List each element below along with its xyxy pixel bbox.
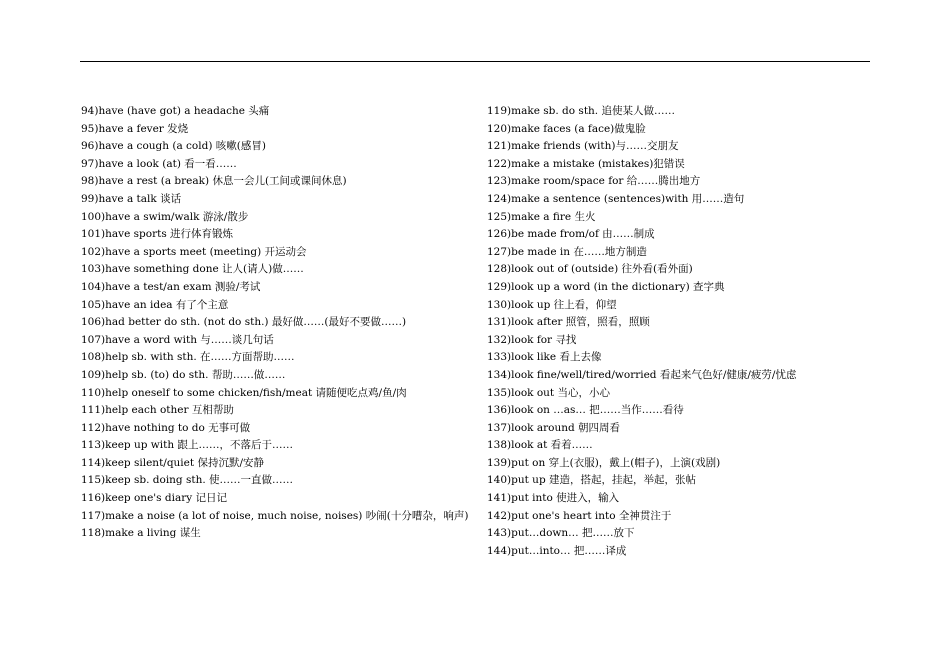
list-item: 110)help oneself to some chicken/fish/meat 请随便吃点鸡/鱼/肉: [81, 386, 407, 399]
list-item: 141)put into 使进入，输入: [487, 492, 620, 505]
left-column: [81, 103, 471, 543]
list-item: 118)make a living 谋生: [81, 527, 201, 540]
list-item: 114)keep silent/quiet 保持沉默/安静: [81, 456, 264, 469]
list-item: 98)have a rest (a break) 休息一会儿(工间或课间休息): [81, 175, 347, 188]
list-item: 109)help sb. (to) do sth. 帮助……做……: [81, 368, 286, 381]
list-item: 113)keep up with 跟上……，不落后于……: [81, 439, 293, 452]
list-item: 100)have a swim/walk 游泳/散步: [81, 210, 249, 223]
list-item: 126)be made from/of 由……制成: [487, 228, 655, 241]
list-item: 102)have a sports meet (meeting) 开运动会: [81, 245, 307, 258]
list-item: 97)have a look (at) 看一看……: [81, 157, 237, 170]
list-item: 131)look after 照管，照看，照顾: [487, 316, 650, 329]
list-item: 128)look out of (outside) 往外看(看外面): [487, 263, 693, 276]
list-item: 119)make sb. do sth. 追使某人做……: [487, 105, 675, 117]
list-item: 136)look on …as… 把……当作……看待: [487, 404, 684, 417]
list-item: 144)put…into… 把……译成: [487, 544, 627, 557]
list-item: 101)have sports 进行体育锻炼: [81, 228, 234, 241]
list-item: 112)have nothing to do 无事可做: [81, 421, 251, 434]
list-item: 106)had better do sth. (not do sth.) 最好做……(最好不要做……): [81, 316, 407, 329]
list-item: 122)make a mistake (mistakes)犯错误: [487, 157, 685, 170]
list-item: 117)make a noise (a lot of noise, much noise, noises) 吵闹(十分嘈杂，响声): [81, 509, 469, 522]
list-item: 134)look fine/well/tired/worried 看起来气色好/健康/疲劳/忧虑: [487, 368, 797, 381]
list-item: 125)make a fire 生火: [487, 210, 596, 223]
list-item: 127)be made in 在……地方制造: [487, 245, 647, 258]
header-rule: [80, 61, 870, 62]
list-item: 138)look at 看着……: [487, 439, 593, 452]
list-item: 96)have a cough (a cold) 咳嗽(感冒): [81, 140, 266, 153]
list-item: 123)make room/space for 给……腾出地方: [487, 175, 701, 188]
list-item: 103)have something done 让人(请人)做……: [81, 263, 304, 276]
list-item: 130)look up 往上看，仰望: [487, 298, 617, 311]
list-item: 121)make friends (with)与……交朋友: [487, 140, 679, 153]
list-item: 143)put…down… 把……放下: [487, 527, 635, 540]
list-item: 95)have a fever 发烧: [81, 122, 189, 135]
list-item: 139)put on 穿上(衣服)，戴上(帽子)，上演(戏剧): [487, 456, 721, 469]
list-item: 104)have a test/an exam 测验/考试: [81, 280, 261, 293]
list-item: 124)make a sentence (sentences)with 用……造句: [487, 192, 745, 205]
list-item: 105)have an idea 有了个主意: [81, 298, 229, 311]
list-item: 132)look for 寻找: [487, 333, 577, 346]
list-item: 129)look up a word (in the dictionary) 查字典: [487, 280, 725, 293]
list-item: 120)make faces (a face)做鬼脸: [487, 122, 646, 135]
list-item: 116)keep one's diary 记日记: [81, 492, 228, 505]
list-item: 94)have (have got) a headache 头痛: [81, 105, 270, 117]
list-item: 108)help sb. with sth. 在……方面帮助……: [81, 351, 295, 364]
list-item: 115)keep sb. doing sth. 使……一直做……: [81, 474, 294, 487]
list-item: 135)look out 当心，小心: [487, 386, 610, 399]
list-item: 140)put up 建造，搭起，挂起，举起，张帖: [487, 474, 696, 487]
list-item: 107)have a word with 与……谈几句话: [81, 333, 274, 346]
list-item: 142)put one's heart into 全神贯注于: [487, 509, 672, 522]
list-item: 99)have a talk 谈话: [81, 192, 182, 205]
list-item: 137)look around 朝四周看: [487, 421, 621, 434]
right-column: [487, 103, 872, 560]
list-item: 133)look like 看上去像: [487, 351, 602, 364]
list-item: 111)help each other 互相帮助: [81, 404, 234, 417]
